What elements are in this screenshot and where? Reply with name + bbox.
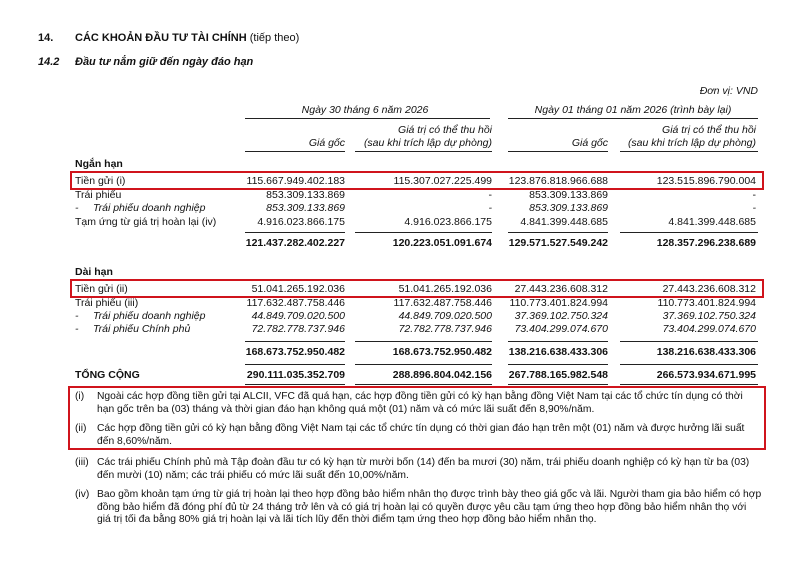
footnote-marker: (ii): [75, 423, 87, 434]
row-dash: -: [75, 310, 79, 322]
row-value: 4.841.399.448.685: [520, 216, 608, 228]
table-row: [0, 310, 798, 323]
row-label: Trái phiếu: [75, 189, 122, 201]
row-value: -: [488, 202, 492, 214]
period-prior: Ngày 01 tháng 01 năm 2026 (trình bày lại): [534, 104, 732, 116]
highlight-box-long-deposits: [70, 279, 764, 298]
section-number: 14.: [38, 32, 54, 44]
footnote: [75, 423, 765, 449]
row-value: 853.309.133.869: [266, 202, 345, 214]
table-row: [0, 297, 798, 310]
row-value: 27.443.236.608.312: [662, 283, 756, 295]
period-current-rule: [245, 118, 490, 119]
col-cost-current: Giá gốc: [308, 137, 345, 149]
row-value: 4.841.399.448.685: [668, 216, 756, 228]
subsection-number: 14.2: [38, 56, 60, 68]
row-value: 44.849.709.020.500: [398, 310, 492, 322]
subtotal-rule: [620, 232, 758, 233]
subtotal-row-short: [0, 237, 798, 250]
footnote-text: Bao gồm khoản tạm ứng từ giá trị hoàn lại theo hợp đồng bảo hiểm nhân thọ được trình bày theo giá gốc và lãi. Người tham gia bảo hiểm có hợp đồng bảo hiểm đã đóng phí đủ từ 24 tháng trở lên và có giá trị hoàn lại có quyền được yêu cầu tạm ứng theo hợp đồng bảo hiểm nhân thọ với giá trị tối đa bằng 80% giá trị hoàn lại và lãi tích lũy đến thời điểm tạm ứng theo hợp đồng bảo hiểm nhân thọ.: [97, 489, 762, 525]
section-title-text: CÁC KHOẢN ĐẦU TƯ TÀI CHÍNH: [75, 32, 247, 44]
col-recoverable-current-1: Giá trị có thể thu hồi: [398, 124, 492, 136]
row-label: Trái phiếu (iii): [75, 297, 139, 309]
grand-total-label: TỔNG CỘNG: [75, 369, 140, 381]
col-recoverable-prior-2: (sau khi trích lập dự phòng): [627, 137, 756, 149]
long-term-heading: Dài hạn: [75, 266, 113, 278]
footnote-marker: (iv): [75, 489, 90, 500]
short-term-heading: Ngắn hạn: [75, 158, 123, 170]
footnote: [75, 391, 765, 417]
row-value: 288.896.804.042.156: [392, 369, 492, 381]
row-value: 168.673.752.950.482: [245, 346, 345, 358]
section-title: [75, 32, 299, 44]
row-value: 267.788.165.982.548: [508, 369, 608, 381]
row-value: 853.309.133.869: [529, 189, 608, 201]
row-value: 51.041.265.192.036: [398, 283, 492, 295]
col-cost-prior: Giá gốc: [571, 137, 608, 149]
subsection-title: Đầu tư nắm giữ đến ngày đáo hạn: [75, 56, 254, 68]
row-value: 110.773.401.824.994: [509, 297, 608, 309]
subtotal-rule: [508, 341, 608, 342]
footnote-marker: (i): [75, 391, 85, 402]
period-current: Ngày 30 tháng 6 năm 2026: [301, 104, 429, 116]
row-dash: -: [75, 323, 79, 335]
section-title-suffix: (tiếp theo): [249, 32, 300, 44]
subtotal-rule: [508, 232, 608, 233]
table-row: [0, 216, 798, 229]
table-row: [0, 189, 798, 202]
table-row: [0, 202, 798, 215]
row-value: 266.573.934.671.995: [656, 369, 756, 381]
row-value: 138.216.638.433.306: [508, 346, 608, 358]
footnote: [75, 457, 765, 483]
row-label: Tạm ứng từ giá trị hoàn lại (iv): [75, 216, 217, 228]
period-prior-rule: [508, 118, 758, 119]
row-value: 138.216.638.433.306: [656, 346, 756, 358]
row-value: 73.404.299.074.670: [514, 323, 608, 335]
col-rule-3: [508, 151, 608, 152]
row-value: 4.916.023.866.175: [404, 216, 492, 228]
row-value: 44.849.709.020.500: [251, 310, 345, 322]
col-rule-2: [355, 151, 492, 152]
footnote-text: Các hợp đồng tiền gửi có kỳ hạn bằng đồng Việt Nam tại các tổ chức tín dụng có thời gian đáo hạn trên một (01) năm và được hưởng lãi suất đến 8,60%/năm.: [97, 423, 745, 447]
row-label: Tiền gửi (i): [75, 175, 126, 187]
col-recoverable-current-2: (sau khi trích lập dự phòng): [363, 137, 492, 149]
row-value: 51.041.265.192.036: [251, 283, 345, 295]
subtotal-rule: [245, 232, 345, 233]
subtotal-rule: [620, 341, 758, 342]
row-label: Tiền gửi (ii): [75, 283, 128, 295]
row-value: 120.223.051.091.674: [392, 237, 492, 249]
row-value: 117.632.487.758.446: [246, 297, 345, 309]
row-value: 168.673.752.950.482: [392, 346, 492, 358]
unit-label: Đơn vị: VND: [699, 85, 758, 97]
row-value: 117.632.487.758.446: [393, 297, 492, 309]
total-rule: [508, 364, 608, 365]
subtotal-rule: [245, 341, 345, 342]
row-value: 123.876.818.966.688: [508, 175, 608, 187]
row-value: 115.667.949.402.183: [246, 175, 345, 187]
subtotal-rule: [355, 232, 492, 233]
row-value: 290.111.035.352.709: [246, 369, 345, 381]
footnote: [75, 489, 765, 529]
row-dash: -: [75, 202, 79, 214]
row-value: 110.773.401.824.994: [657, 297, 756, 309]
row-value: 27.443.236.608.312: [514, 283, 608, 295]
subtotal-rule: [355, 341, 492, 342]
row-value: 37.369.102.750.324: [514, 310, 608, 322]
row-value: 123.515.896.790.004: [656, 175, 756, 187]
row-value: 128.357.296.238.689: [656, 237, 756, 249]
col-rule-4: [620, 151, 758, 152]
col-rule-1: [245, 151, 345, 152]
row-label: Trái phiếu Chính phủ: [93, 323, 191, 335]
row-value: 4.916.023.866.175: [257, 216, 345, 228]
footnote-text: Ngoài các hợp đồng tiền gửi tại ALCII, VFC đã quá hạn, các hợp đồng tiền gửi có kỳ hạn bằng đồng Việt Nam tại các tổ chức tín dụng có thời hạn gốc trên ba (03) tháng và thời gian đáo hạn không quá một (01) năm và có mức lãi suất đến 8,90%/năm.: [97, 391, 743, 415]
row-value: 853.309.133.869: [266, 189, 345, 201]
row-value: -: [752, 189, 756, 201]
highlight-box-short-deposits: [70, 171, 764, 190]
row-value: 115.307.027.225.499: [393, 175, 492, 187]
grand-total-row: [0, 369, 798, 382]
row-value: 37.369.102.750.324: [662, 310, 756, 322]
row-value: -: [488, 189, 492, 201]
footnote-marker: (iii): [75, 457, 89, 468]
row-value: -: [752, 202, 756, 214]
total-rule: [245, 364, 345, 365]
total-rule: [355, 364, 492, 365]
total-rule: [620, 364, 758, 365]
col-recoverable-prior-1: Giá trị có thể thu hồi: [662, 124, 756, 136]
row-label: Trái phiếu doanh nghiệp: [93, 310, 206, 322]
row-value: 72.782.778.737.946: [251, 323, 345, 335]
row-value: 73.404.299.074.670: [662, 323, 756, 335]
table-row: [0, 323, 798, 336]
row-value: 853.309.133.869: [529, 202, 608, 214]
row-value: 72.782.778.737.946: [398, 323, 492, 335]
row-label: Trái phiếu doanh nghiệp: [93, 202, 206, 214]
row-value: 129.571.527.549.242: [508, 237, 608, 249]
row-value: 121.437.282.402.227: [245, 237, 345, 249]
subtotal-row-long: [0, 346, 798, 359]
footnote-text: Các trái phiếu Chính phủ mà Tập đoàn đầu tư có kỳ hạn từ mười bốn (14) đến ba mươi (30) năm, trái phiếu doanh nghiệp có kỳ hạn từ ba (03) đến mười (10) năm; các trái phiếu có mức lãi suất đến 10,00%/năm.: [97, 457, 750, 481]
